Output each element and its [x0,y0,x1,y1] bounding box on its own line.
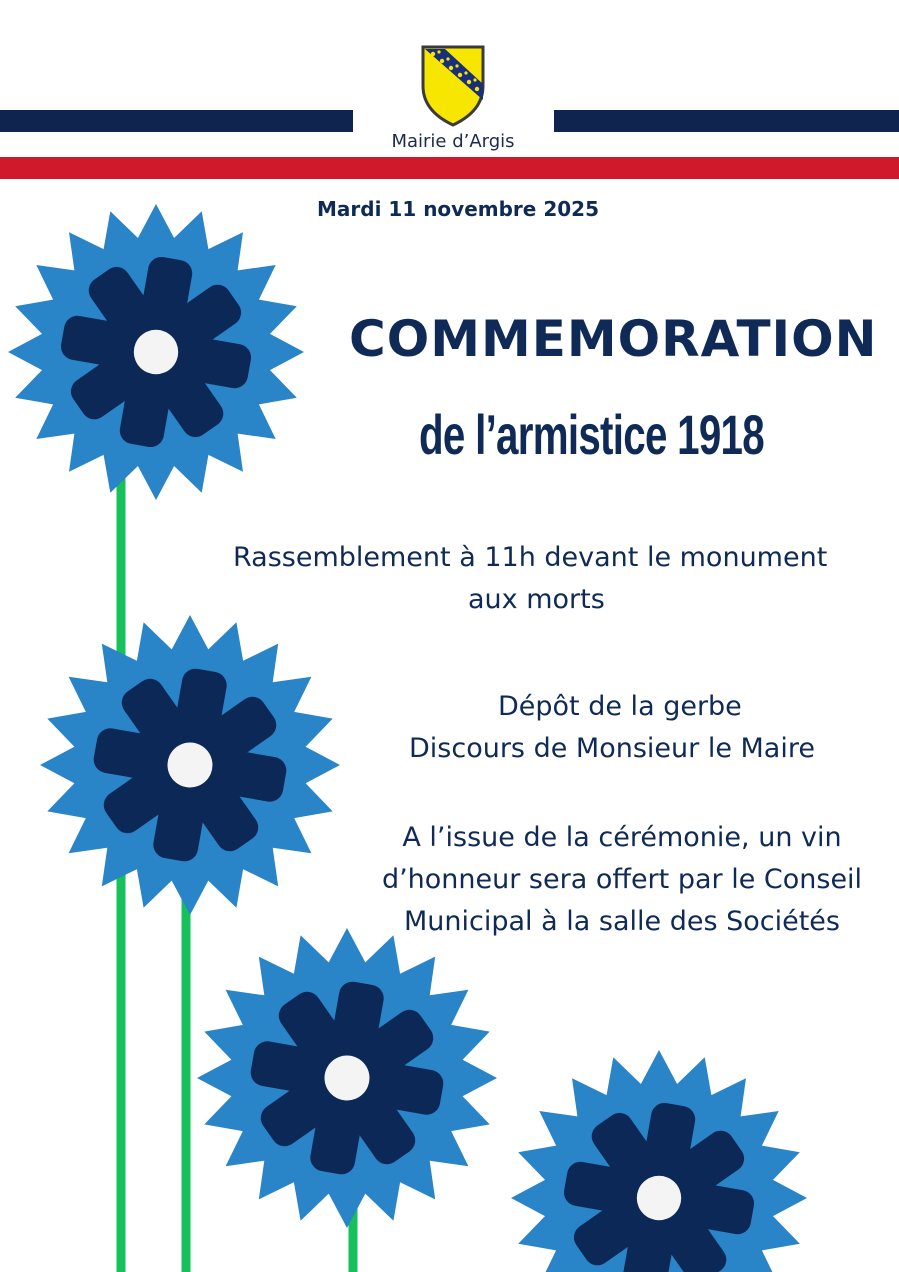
flower-stem [182,880,191,1272]
reception-text: A l’issue de la cérémonie, un vin d’honneur sera offert par le Conseil Municipal à la salle des Sociétés [381,822,863,937]
flag-band-navy-right [554,110,899,132]
cornflower-icon [8,204,304,500]
program-wreath: Dépôt de la gerbe [498,691,742,722]
event-subtitle: de l’armistice 1918 [419,403,764,466]
gathering-text-line-1: Rassemblement à 11h devant le monument [233,542,828,573]
gathering-text-line-2: aux morts [468,584,605,615]
mairie-name: Mairie d’Argis [391,131,515,152]
cornflower-icon [40,615,340,915]
cornflower-icon [511,1050,807,1272]
flag-band-red [0,157,899,179]
program-speech: Discours de Monsieur le Maire [409,733,815,764]
coat-of-arms-logo [420,44,486,128]
event-date: Mardi 11 novembre 2025 [317,197,599,221]
event-title: COMMEMORATION [349,310,878,368]
flag-band-navy-left [0,110,353,132]
cornflower-icon [197,928,497,1228]
